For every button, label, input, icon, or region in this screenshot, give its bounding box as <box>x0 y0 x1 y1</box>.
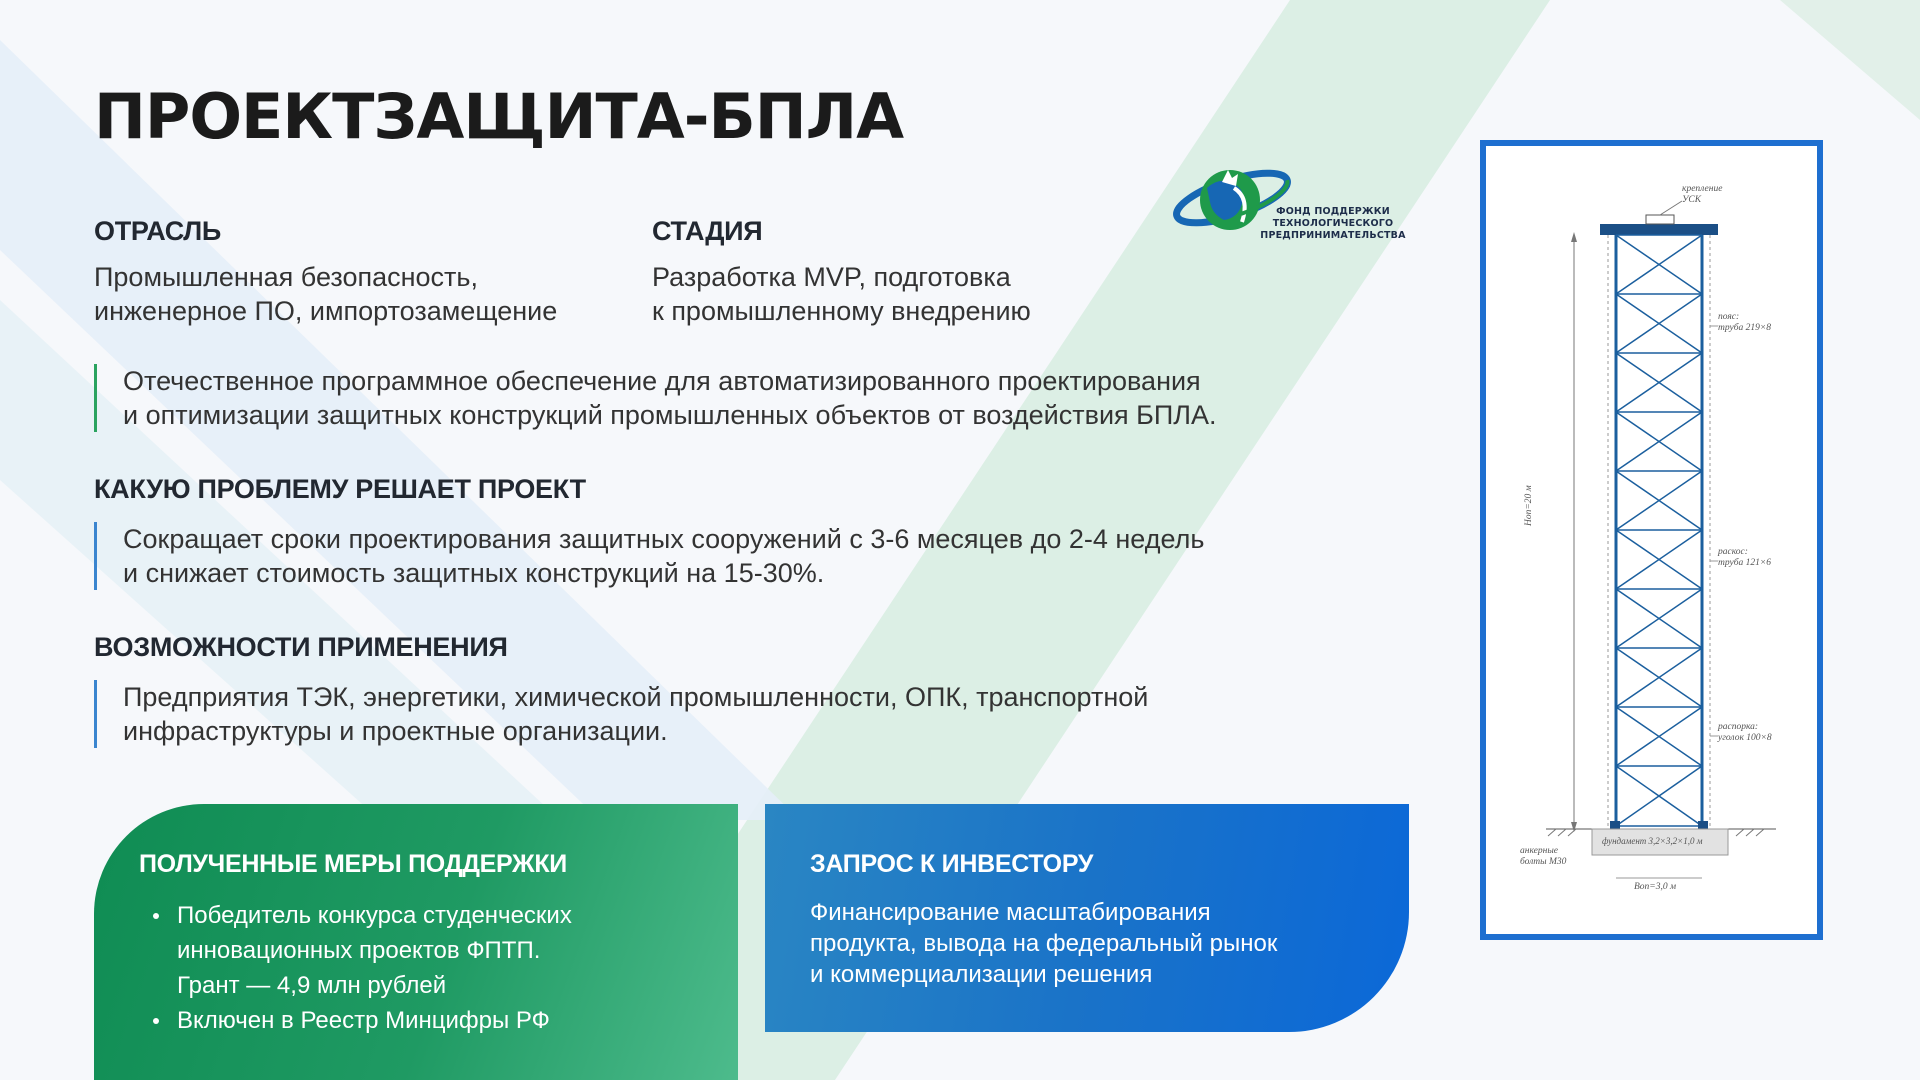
logo-text-line: ТЕХНОЛОГИЧЕСКОГО <box>1272 218 1394 229</box>
drawing-label-height: Hоп=20 м <box>1524 485 1534 526</box>
drawing-label-line: раскос: <box>1718 547 1748 557</box>
drawing-label-base: Bоп=3,0 м <box>1634 882 1677 892</box>
support-item-line: инновационных проектов ФПТП. <box>177 937 541 964</box>
logo-text-line: ФОНД ПОДДЕРЖКИ <box>1276 206 1390 217</box>
list-item: Включен в Реестр Минцифры РФ <box>139 1003 699 1038</box>
stage-label: СТАДИЯ <box>652 216 763 246</box>
support-item-line: Победитель конкурса студенческих <box>177 902 572 929</box>
drawing-label-line: болты М30 <box>1520 857 1567 867</box>
applications-line: Предприятия ТЭК, энергетики, химической промышленности, ОПК, транспортной <box>123 682 1149 712</box>
drawing-label-strut <box>1718 722 1772 744</box>
list-item <box>139 898 699 1003</box>
drawing-label-foundation: фундамент 3,2×3,2×1,0 м <box>1602 836 1703 846</box>
page-title: ПРОЕКТЗАЩИТА-БПЛА <box>94 80 904 153</box>
fund-logo-text <box>1254 206 1412 242</box>
investor-line: и коммерциализации решения <box>810 961 1153 988</box>
applications-text <box>94 680 1148 748</box>
problem-label: КАКУЮ ПРОБЛЕМУ РЕШАЕТ ПРОЕКТ <box>94 474 586 504</box>
drawing-label-anchor <box>1520 846 1566 868</box>
drawing-label-line: анкерные <box>1520 846 1558 856</box>
support-item-line: Грант — 4,9 млн рублей <box>177 972 447 999</box>
fund-logo <box>1172 148 1412 254</box>
stage-line: к промышленному внедрению <box>652 296 1031 326</box>
industry-line: инженерное ПО, импортозамещение <box>94 296 558 326</box>
logo-text-line: ПРЕДПРИНИМАТЕЛЬСТВА <box>1260 230 1406 241</box>
drawing-label-mount <box>1682 184 1722 206</box>
drawing-label-brace <box>1718 547 1771 569</box>
applications-label: ВОЗМОЖНОСТИ ПРИМЕНЕНИЯ <box>94 632 508 662</box>
investor-card <box>765 804 1409 1032</box>
description-line: Отечественное программное обеспечение для автоматизированного проектирования <box>123 366 1201 396</box>
problem-line: и снижает стоимость защитных конструкций на 15-30%. <box>123 558 825 588</box>
support-list <box>139 898 699 1038</box>
support-card-title: ПОЛУЧЕННЫЕ МЕРЫ ПОДДЕРЖКИ <box>139 850 567 878</box>
investor-card-title: ЗАПРОС К ИНВЕСТОРУ <box>810 850 1094 878</box>
description-line: и оптимизации защитных конструкций промышленных объектов от воздействия БПЛА. <box>123 400 1217 430</box>
industry-value <box>94 260 557 328</box>
investor-line: продукта, вывода на федеральный рынок <box>810 930 1278 957</box>
tower-drawing <box>1480 140 1823 940</box>
drawing-label-line: крепление <box>1682 184 1723 194</box>
drawing-label-line: труба 219×8 <box>1718 323 1772 333</box>
tower-truss-diagram <box>1486 146 1817 934</box>
drawing-label-line: уголок 100×8 <box>1718 733 1772 743</box>
investor-line: Финансирование масштабирования <box>810 899 1211 926</box>
stage-line: Разработка MVP, подготовка <box>652 262 1011 292</box>
drawing-label-line: распорка: <box>1718 722 1759 732</box>
industry-line: Промышленная безопасность, <box>94 262 478 292</box>
drawing-label-line: труба 121×6 <box>1718 558 1772 568</box>
drawing-label-line: УСК <box>1682 195 1702 205</box>
applications-line: инфраструктуры и проектные организации. <box>123 716 668 746</box>
stage-value <box>652 260 1031 328</box>
investor-text <box>810 897 1350 990</box>
drawing-label-line: пояс: <box>1718 312 1740 322</box>
problem-text <box>94 522 1204 590</box>
industry-label: ОТРАСЛЬ <box>94 216 222 246</box>
support-card <box>94 804 738 1080</box>
problem-line: Сокращает сроки проектирования защитных сооружений с 3-6 месяцев до 2-4 недель <box>123 524 1205 554</box>
project-description <box>94 364 1217 432</box>
drawing-label-chord <box>1718 312 1771 334</box>
